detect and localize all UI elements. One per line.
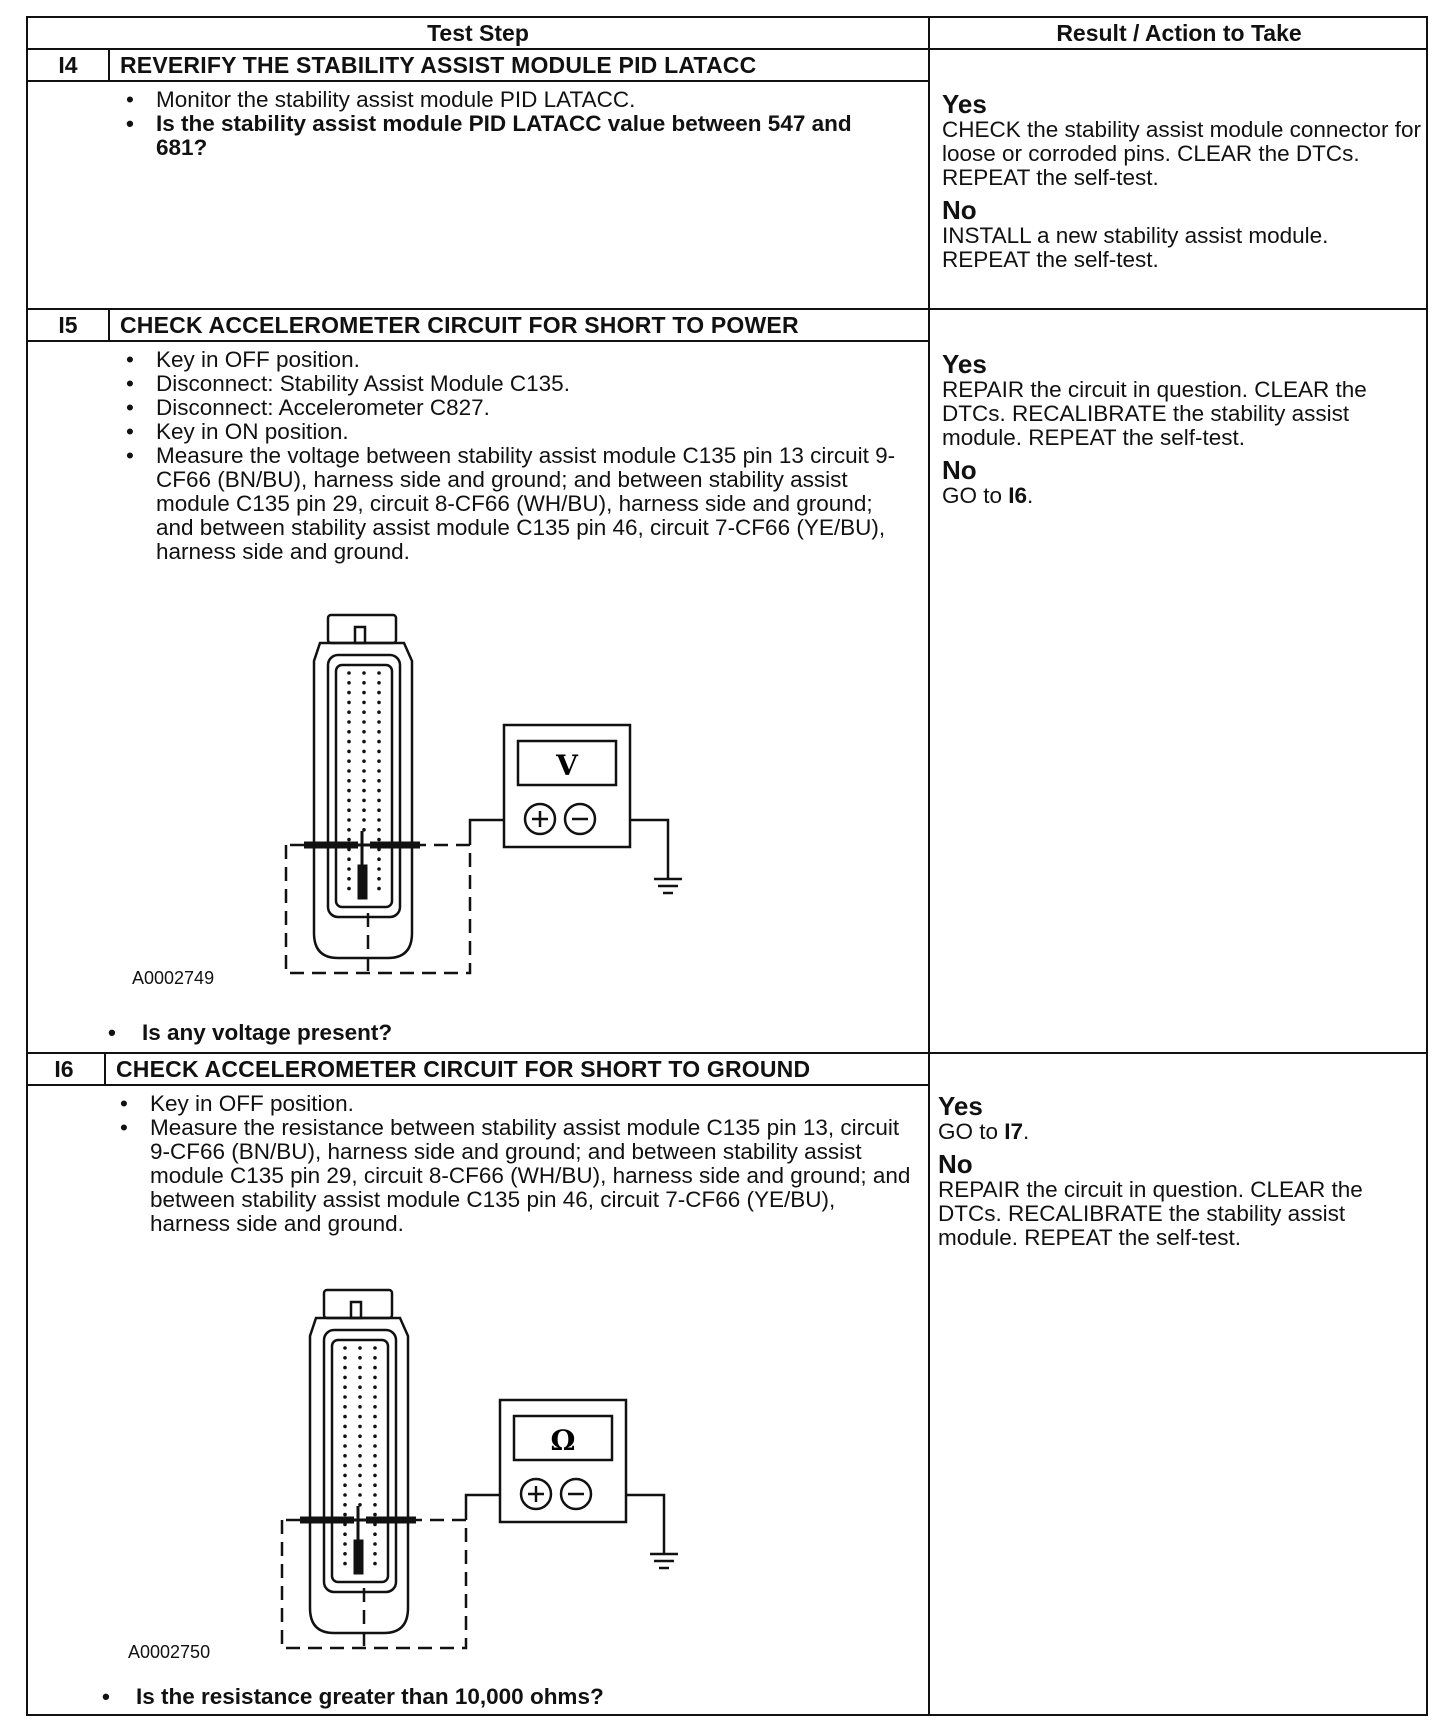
connector-pin <box>347 857 351 861</box>
no-action: INSTALL a new stability assist module. REPEAT the self-test. <box>942 223 1329 272</box>
connector-pin <box>343 1395 347 1399</box>
step-title-i4: REVERIFY THE STABILITY ASSIST MODULE PID LATACC <box>120 52 757 78</box>
connector-pin <box>358 1444 362 1448</box>
step-id-i5: I5 <box>58 312 78 338</box>
connector-pin <box>377 671 381 675</box>
connector-pin <box>373 1444 377 1448</box>
connector-pin <box>343 1385 347 1389</box>
connector-pin <box>347 877 351 881</box>
bullet: • Measure the voltage between stability assist module C135 pin 13 circuit 9-CF66 (BN/BU), harness side and ground; and between stability assist module C135 pin 29, circuit 8-CF66 (WH/BU), harness side and ground; and between stability assist module C135 pin 46, circuit 7-CF66 (YE/BU), harness side and ground. <box>118 444 898 564</box>
column-divider <box>928 18 930 1714</box>
connector-pin <box>377 720 381 724</box>
connector-pin <box>377 789 381 793</box>
connector-pin <box>343 1405 347 1409</box>
connector-pin <box>343 1532 347 1536</box>
bullet: • Disconnect: Stability Assist Module C135. <box>118 372 898 396</box>
connector-pin <box>373 1425 377 1429</box>
connector-pin <box>347 808 351 812</box>
connector-pin <box>343 1415 347 1419</box>
connector-pin <box>373 1562 377 1566</box>
connector-pin <box>343 1346 347 1350</box>
step-bullets-i5 <box>118 348 898 564</box>
ground-icon <box>650 1554 678 1568</box>
connector-pin <box>358 1464 362 1468</box>
connector-pin <box>358 1493 362 1497</box>
probe-leads <box>300 1506 416 1574</box>
connector-pin <box>362 720 366 724</box>
connector-pin <box>343 1493 347 1497</box>
connector-pin <box>347 730 351 734</box>
yes-action-suffix: . <box>1023 1119 1030 1144</box>
bullet: • Disconnect: Accelerometer C827. <box>118 396 898 420</box>
yes-action <box>938 1120 1424 1144</box>
connector-pin <box>377 740 381 744</box>
step-id-divider <box>108 308 110 342</box>
step-bullets-i4 <box>118 88 898 160</box>
voltage-test-diagram <box>208 613 768 983</box>
connector-pin <box>347 691 351 695</box>
connector-pin <box>343 1503 347 1507</box>
connector-pin <box>373 1366 377 1370</box>
figure-id-a0002749: A0002749 <box>132 968 215 988</box>
connector-pin <box>347 789 351 793</box>
yes-label: Yes <box>942 89 987 119</box>
connector-pin <box>362 710 366 714</box>
step-title-i6: CHECK ACCELEROMETER CIRCUIT FOR SHORT TO GROUND <box>116 1056 811 1082</box>
bullet: • Monitor the stability assist module PID LATACC. <box>118 88 898 112</box>
connector-c135 <box>310 1290 408 1633</box>
connector-pin <box>347 681 351 685</box>
connector-pin <box>362 750 366 754</box>
connector-pin <box>343 1454 347 1458</box>
connector-pin <box>377 681 381 685</box>
bullet-question: • Is the stability assist module PID LATACC value between 547 and 681? <box>118 112 898 160</box>
connector-pin <box>373 1346 377 1350</box>
step-question-i5: • Is any voltage present? <box>108 1020 392 1046</box>
bullet: • Key in OFF position. <box>118 348 898 372</box>
multimeter <box>500 1400 626 1522</box>
step-id-underline <box>28 80 108 82</box>
connector-pin <box>347 710 351 714</box>
no-action <box>942 484 1426 508</box>
connector-pin <box>358 1405 362 1409</box>
connector-c135 <box>314 615 412 958</box>
step-bullets-i6 <box>112 1092 912 1236</box>
connector-pin <box>343 1376 347 1380</box>
result-i5 <box>942 350 1426 514</box>
step-reference-i6[interactable]: I6 <box>1008 483 1028 508</box>
no-action: REPAIR the circuit in question. CLEAR the DTCs. RECALIBRATE the stability assist module. REPEAT the self-test. <box>938 1177 1363 1250</box>
connector-pin <box>373 1454 377 1458</box>
connector-pin <box>358 1376 362 1380</box>
header-divider <box>28 48 1428 50</box>
connector-pin <box>347 720 351 724</box>
connector-pin <box>373 1513 377 1517</box>
step-id-i6: I6 <box>54 1056 74 1082</box>
connector-pin <box>347 799 351 803</box>
connector-pin <box>377 867 381 871</box>
connector-pin <box>377 691 381 695</box>
meter-symbol: V <box>556 749 578 782</box>
connector-pin <box>347 818 351 822</box>
connector-pin <box>343 1542 347 1546</box>
connector-pin <box>377 799 381 803</box>
no-action-text: GO to <box>942 483 1009 508</box>
connector-pin <box>377 808 381 812</box>
connector-pin <box>373 1532 377 1536</box>
yes-action: CHECK the stability assist module connector for loose or corroded pins. CLEAR the DTCs. REPEAT the self-test. <box>942 117 1421 190</box>
connector-pin <box>347 671 351 675</box>
resistance-test-diagram <box>204 1288 764 1658</box>
connector-pin <box>347 740 351 744</box>
connector-pin <box>358 1366 362 1370</box>
connector-pin <box>343 1474 347 1478</box>
figure-id-a0002750: A0002750 <box>128 1642 211 1662</box>
connector-pin <box>358 1474 362 1478</box>
bullet: • Key in ON position. <box>118 420 898 444</box>
connector-pin <box>343 1562 347 1566</box>
connector-pin <box>358 1395 362 1399</box>
connector-pin <box>377 750 381 754</box>
row-divider <box>28 1052 1428 1054</box>
connector-pin <box>377 759 381 763</box>
step-reference-i7[interactable]: I7 <box>1004 1119 1024 1144</box>
connector-pin <box>343 1425 347 1429</box>
connector-pin <box>362 769 366 773</box>
yes-label: Yes <box>938 1091 983 1121</box>
connector-pin <box>362 740 366 744</box>
connector-pin <box>343 1444 347 1448</box>
multimeter <box>504 725 630 847</box>
step-id-divider <box>108 48 110 82</box>
connector-pin <box>377 818 381 822</box>
connector-pin <box>377 779 381 783</box>
connector-pin <box>347 769 351 773</box>
connector-pin <box>377 828 381 832</box>
connector-pin <box>373 1405 377 1409</box>
step-title-underline <box>104 1084 928 1086</box>
connector-pin <box>362 730 366 734</box>
yes-action-text: GO to <box>938 1119 1005 1144</box>
probe-leads <box>304 831 420 899</box>
connector-pin <box>358 1356 362 1360</box>
step-question-i6: • Is the resistance greater than 10,000 ohms? <box>102 1684 604 1710</box>
connector-pin <box>362 681 366 685</box>
no-label: No <box>942 455 977 485</box>
connector-pin <box>377 838 381 842</box>
connector-pin <box>343 1434 347 1438</box>
step-title-i5: CHECK ACCELEROMETER CIRCUIT FOR SHORT TO POWER <box>120 312 799 338</box>
connector-pin <box>343 1552 347 1556</box>
no-action-suffix: . <box>1027 483 1034 508</box>
no-label: No <box>938 1149 973 1179</box>
connector-pin <box>373 1493 377 1497</box>
connector-pin <box>373 1395 377 1399</box>
connector-pin <box>347 887 351 891</box>
connector-pin <box>377 701 381 705</box>
connector-pin <box>343 1483 347 1487</box>
connector-pin <box>362 691 366 695</box>
connector-pin <box>347 828 351 832</box>
connector-pin <box>343 1464 347 1468</box>
connector-pin <box>373 1542 377 1546</box>
diagnostic-table <box>26 16 1428 1716</box>
connector-pin <box>373 1464 377 1468</box>
yes-label: Yes <box>942 349 987 379</box>
connector-pin <box>347 701 351 705</box>
step-id-underline <box>28 1084 104 1086</box>
step-title-underline <box>108 80 928 82</box>
connector-pin <box>373 1385 377 1389</box>
connector-pin <box>347 779 351 783</box>
connector-pin <box>373 1503 377 1507</box>
step-id-underline <box>28 340 108 342</box>
connector-pin <box>358 1385 362 1389</box>
connector-pin <box>358 1346 362 1350</box>
connector-pin <box>377 887 381 891</box>
connector-pin <box>373 1552 377 1556</box>
result-i4 <box>942 90 1422 278</box>
connector-pin <box>358 1454 362 1458</box>
connector-pin <box>358 1425 362 1429</box>
yes-action: REPAIR the circuit in question. CLEAR the DTCs. RECALIBRATE the stability assist module. REPEAT the self-test. <box>942 377 1367 450</box>
connector-pins <box>343 1346 377 1565</box>
connector-pin <box>362 671 366 675</box>
connector-pins <box>347 671 381 890</box>
connector-pin <box>362 799 366 803</box>
connector-pin <box>347 759 351 763</box>
connector-pin <box>362 779 366 783</box>
ground-icon <box>654 879 682 893</box>
connector-pin <box>373 1483 377 1487</box>
column-header-result: Result / Action to Take <box>1056 20 1302 46</box>
step-id-divider <box>104 1052 106 1086</box>
no-label: No <box>942 195 977 225</box>
meter-symbol: Ω <box>550 1424 576 1457</box>
connector-pin <box>347 867 351 871</box>
step-id-i4: I4 <box>58 52 78 78</box>
connector-pin <box>373 1376 377 1380</box>
connector-pin <box>377 877 381 881</box>
connector-pin <box>362 818 366 822</box>
connector-pin <box>362 701 366 705</box>
connector-pin <box>377 710 381 714</box>
connector-pin <box>373 1356 377 1360</box>
connector-pin <box>377 857 381 861</box>
column-header-test-step: Test Step <box>427 20 529 46</box>
connector-pin <box>362 808 366 812</box>
connector-pin <box>343 1513 347 1517</box>
connector-pin <box>362 789 366 793</box>
row-divider <box>28 308 1428 310</box>
connector-pin <box>358 1483 362 1487</box>
connector-pin <box>358 1415 362 1419</box>
result-i6 <box>938 1092 1424 1256</box>
connector-pin <box>362 759 366 763</box>
connector-pin <box>358 1434 362 1438</box>
connector-pin <box>377 730 381 734</box>
step-title-underline <box>108 340 928 342</box>
connector-pin <box>373 1434 377 1438</box>
connector-pin <box>373 1474 377 1478</box>
connector-pin <box>343 1366 347 1370</box>
bullet: • Key in OFF position. <box>112 1092 912 1116</box>
connector-pin <box>343 1356 347 1360</box>
bullet: • Measure the resistance between stability assist module C135 pin 13, circuit 9-CF66 (BN/BU), harness side and ground; and between stability assist module C135 pin 29, circuit 8-CF66 (WH/BU), harness side and ground; and between stability assist module C135 pin 46, circuit 7-CF66 (YE/BU), harness side and ground. <box>112 1116 912 1236</box>
connector-pin <box>347 750 351 754</box>
connector-pin <box>347 838 351 842</box>
connector-pin <box>373 1415 377 1419</box>
connector-pin <box>377 769 381 773</box>
